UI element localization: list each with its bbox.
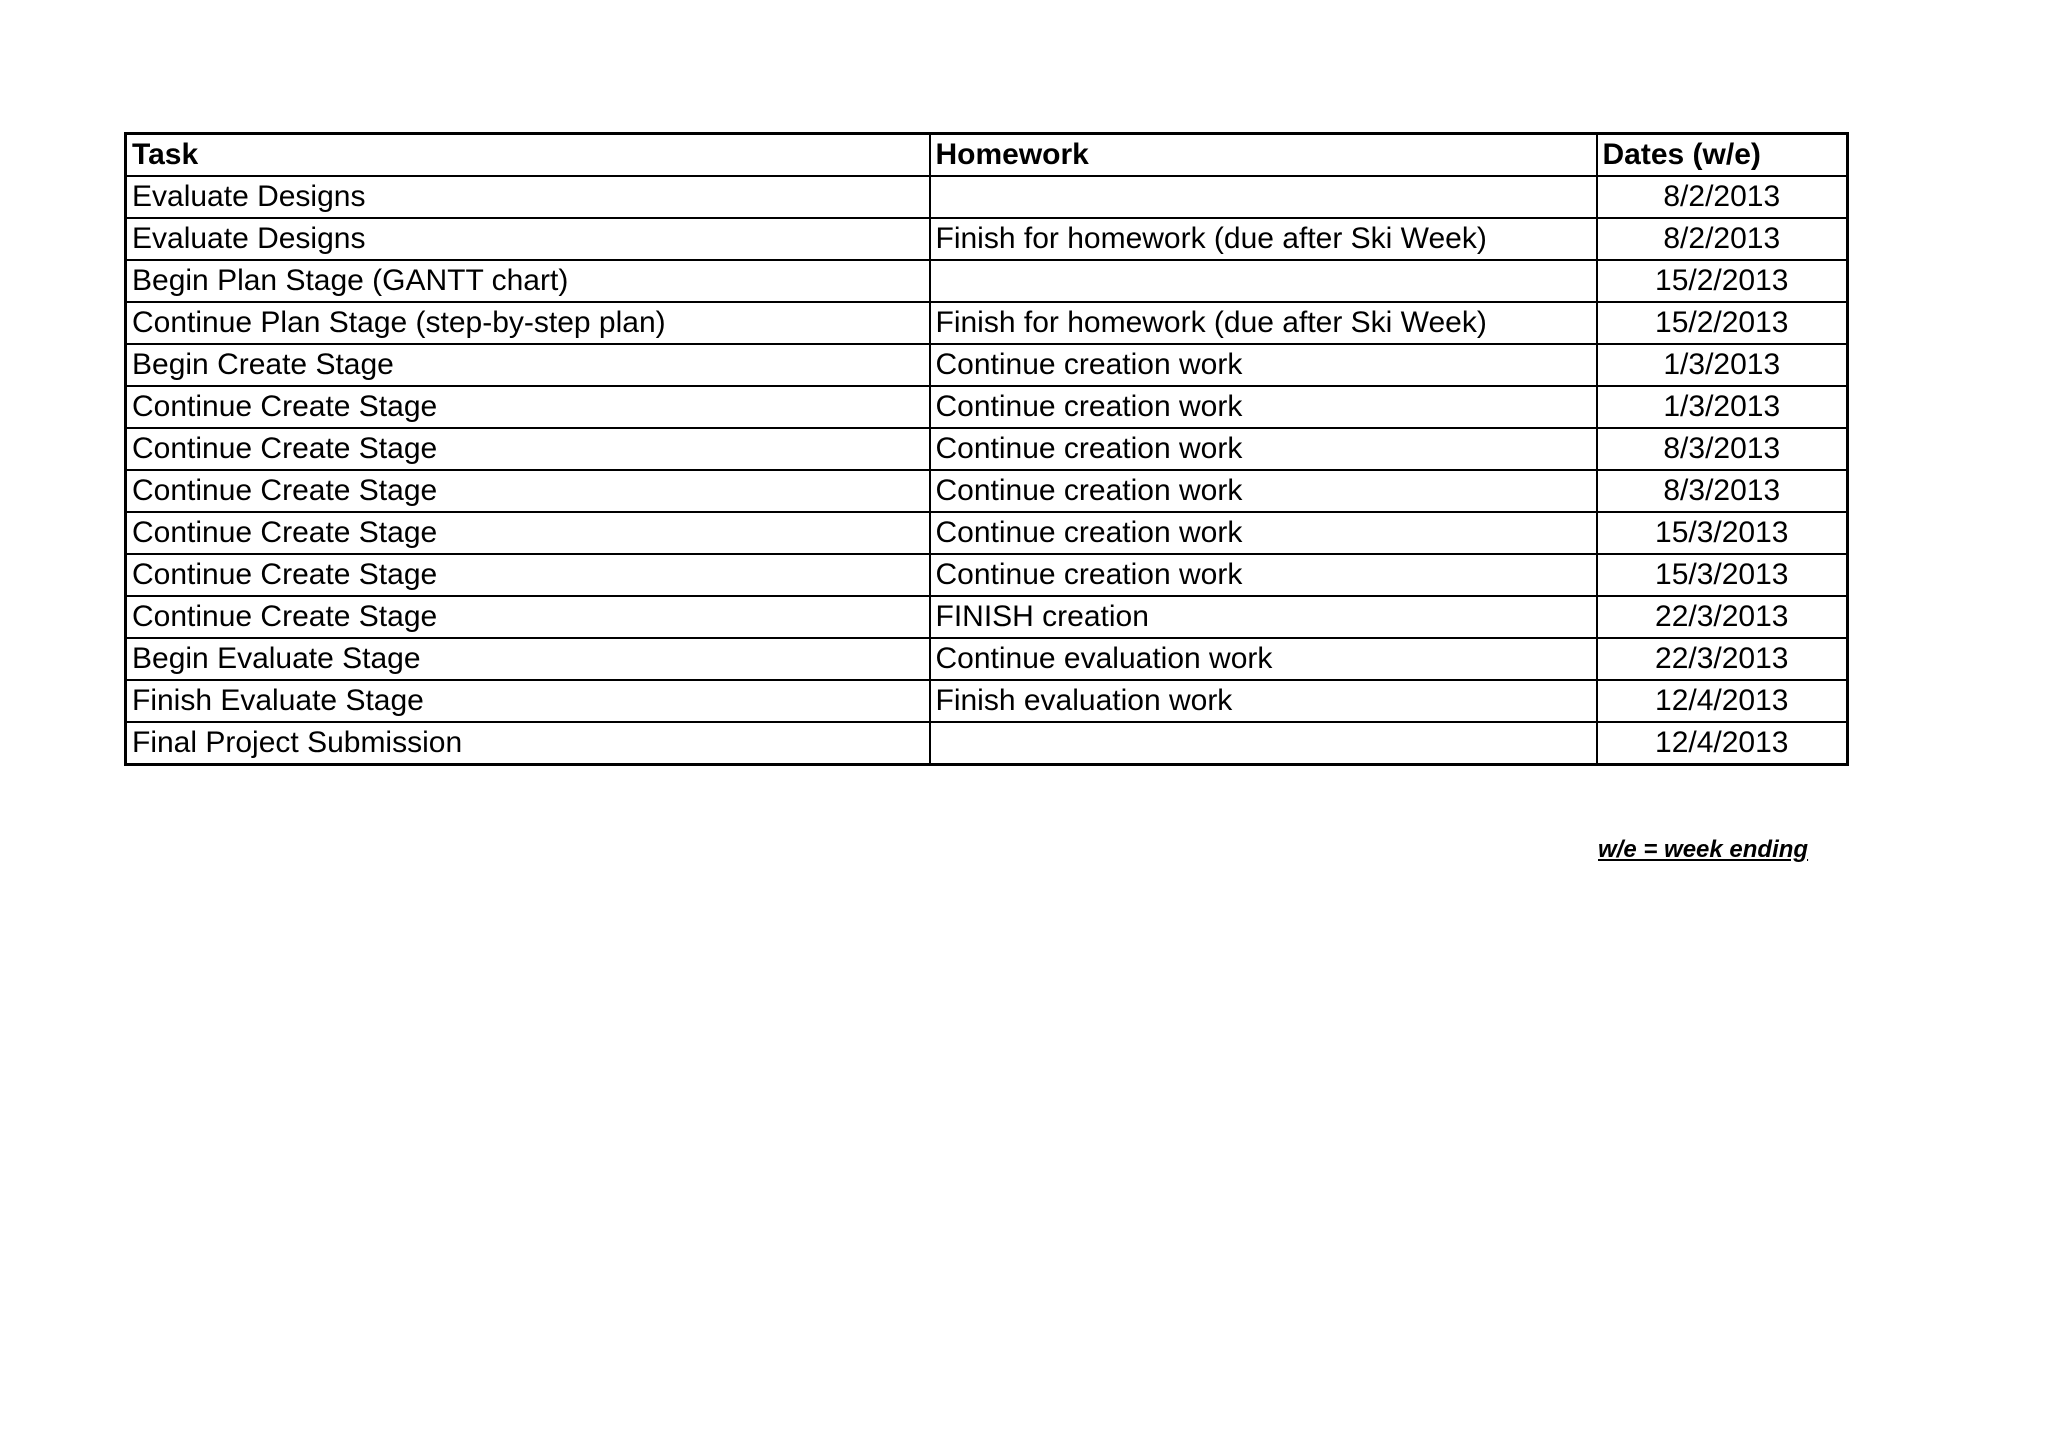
homework-cell: FINISH creation (930, 596, 1597, 638)
table-row (126, 596, 1848, 638)
date-cell: 15/3/2013 (1597, 512, 1848, 554)
date-cell: 15/3/2013 (1597, 554, 1848, 596)
task-cell: Continue Plan Stage (step-by-step plan) (126, 302, 930, 344)
task-cell: Evaluate Designs (126, 176, 930, 218)
header-row (126, 134, 1848, 177)
task-cell: Continue Create Stage (126, 428, 930, 470)
date-cell: 8/3/2013 (1597, 428, 1848, 470)
homework-cell: Continue creation work (930, 470, 1597, 512)
date-cell: 22/3/2013 (1597, 638, 1848, 680)
homework-cell: Continue creation work (930, 554, 1597, 596)
homework-cell: Continue creation work (930, 428, 1597, 470)
task-cell: Evaluate Designs (126, 218, 930, 260)
table-row (126, 344, 1848, 386)
homework-cell (930, 260, 1597, 302)
task-cell: Begin Evaluate Stage (126, 638, 930, 680)
homework-cell (930, 176, 1597, 218)
schedule-body (126, 176, 1848, 765)
table-row (126, 722, 1848, 765)
date-cell: 8/3/2013 (1597, 470, 1848, 512)
homework-cell: Continue creation work (930, 512, 1597, 554)
table-row (126, 176, 1848, 218)
dates-column-header: Dates (w/e) (1597, 134, 1848, 177)
footnote: w/e = week ending (1598, 836, 1809, 863)
homework-column-header: Homework (930, 134, 1597, 177)
task-cell: Continue Create Stage (126, 470, 930, 512)
task-cell: Finish Evaluate Stage (126, 680, 930, 722)
date-cell: 12/4/2013 (1597, 722, 1848, 765)
date-cell: 1/3/2013 (1597, 386, 1848, 428)
task-cell: Final Project Submission (126, 722, 930, 765)
homework-cell (930, 722, 1597, 765)
homework-cell: Continue evaluation work (930, 638, 1597, 680)
date-cell: 8/2/2013 (1597, 176, 1848, 218)
homework-cell: Finish for homework (due after Ski Week) (930, 302, 1597, 344)
task-cell: Begin Create Stage (126, 344, 930, 386)
table-row (126, 302, 1848, 344)
table-row (126, 218, 1848, 260)
task-cell: Continue Create Stage (126, 554, 930, 596)
task-cell: Begin Plan Stage (GANTT chart) (126, 260, 930, 302)
table-row (126, 428, 1848, 470)
table-row (126, 680, 1848, 722)
date-cell: 1/3/2013 (1597, 344, 1848, 386)
homework-cell: Finish evaluation work (930, 680, 1597, 722)
table-row (126, 386, 1848, 428)
table-row (126, 470, 1848, 512)
table-row (126, 554, 1848, 596)
table-row (126, 638, 1848, 680)
task-cell: Continue Create Stage (126, 596, 930, 638)
table-row (126, 260, 1848, 302)
homework-cell: Finish for homework (due after Ski Week) (930, 218, 1597, 260)
date-cell: 8/2/2013 (1597, 218, 1848, 260)
schedule-table (124, 132, 1849, 766)
date-cell: 22/3/2013 (1597, 596, 1848, 638)
date-cell: 12/4/2013 (1597, 680, 1848, 722)
homework-cell: Continue creation work (930, 344, 1597, 386)
table-row (126, 512, 1848, 554)
homework-cell: Continue creation work (930, 386, 1597, 428)
date-cell: 15/2/2013 (1597, 302, 1848, 344)
date-cell: 15/2/2013 (1597, 260, 1848, 302)
task-cell: Continue Create Stage (126, 386, 930, 428)
task-cell: Continue Create Stage (126, 512, 930, 554)
task-column-header: Task (126, 134, 930, 177)
